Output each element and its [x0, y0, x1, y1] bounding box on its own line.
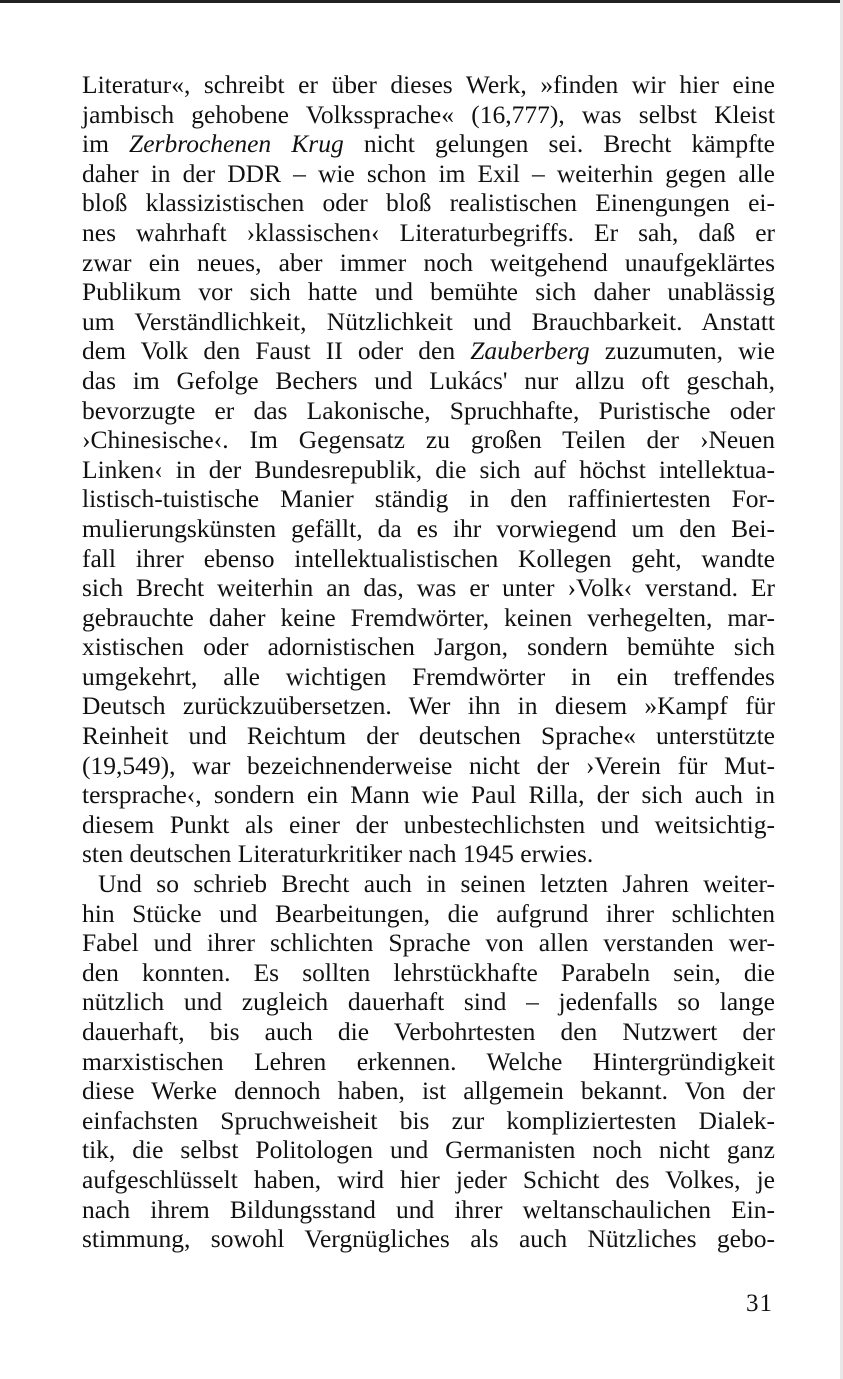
text-line: umgekehrt, alle wichtigen Fremdwörter in ein treffendes — [82, 661, 775, 691]
text-line: nützlich und zugleich dauerhaft sind – jedenfalls so lange — [82, 987, 775, 1017]
text-line: Deutsch zurückzuübersetzen. Wer ihn in diesem »Kampf für — [82, 691, 775, 721]
text-line: jambisch gehobene Volkssprache« (16,777), was selbst Kleist — [82, 99, 775, 129]
paragraph-2 — [82, 869, 775, 1254]
text-line: Und so schrieb Brecht auch in seinen letzten Jahren weiter- — [98, 869, 775, 899]
italic-title: Zauberberg — [470, 336, 590, 366]
text-line: fall ihrer ebenso intellektualistischen Kollegen geht, wandte — [82, 543, 775, 573]
page-number: 31 — [746, 1290, 773, 1317]
text-line: hin Stücke und Bearbeitungen, die aufgrund ihrer schlichten — [82, 898, 775, 928]
text-line: sich Brecht weiterhin an das, was er unter ›Volk‹ verstand. Er — [82, 573, 775, 603]
text-line: zwar ein neues, aber immer noch weitgehend unaufgeklärtes — [82, 247, 775, 277]
text-line: diesem Punkt als einer der unbestechlichsten und weitsichtig- — [82, 809, 775, 839]
text-line: dem Volk den Faust II oder den Zauberberg zuzumuten, wie — [82, 336, 775, 366]
text-line: nes wahrhaft ›klassischen‹ Literaturbegriffs. Er sah, daß er — [82, 217, 775, 247]
text-line: im Zerbrochenen Krug nicht gelungen sei. Brecht kämpfte — [82, 129, 775, 159]
text-line: den konnten. Es sollten lehrstückhafte Parabeln sein, die — [82, 957, 775, 987]
text-line: sten deutschen Literaturkritiker nach 1945 erwies. — [82, 839, 594, 869]
text-line: Reinheit und Reichtum der deutschen Sprache« unterstützte — [82, 721, 775, 751]
text-line: diese Werke dennoch haben, ist allgemein bekannt. Von der — [82, 1076, 775, 1106]
text-line: xistischen oder adornistischen Jargon, sondern bemühte sich — [82, 632, 775, 662]
text-line: aufgeschlüsselt haben, wird hier jeder Schicht des Volkes, je — [82, 1164, 775, 1194]
text-line: bloß klassizistischen oder bloß realistischen Einengungen ei- — [82, 188, 775, 218]
text-line: listisch-tuistische Manier ständig in den raffiniertesten For- — [82, 484, 775, 514]
italic-title: Zerbrochenen Krug — [129, 129, 344, 159]
book-page-body — [82, 70, 775, 1254]
text-line: (19,549), war bezeichnenderweise nicht der ›Verein für Mut- — [82, 750, 775, 780]
text-line: dauerhaft, bis auch die Verbohrtesten den Nutzwert der — [82, 1017, 775, 1046]
text-line: einfachsten Spruchweisheit bis zur kompliziertesten Dialek- — [82, 1105, 775, 1135]
text-line: um Verständlichkeit, Nützlichkeit und Brauchbarkeit. Anstatt — [82, 306, 775, 336]
text-line: Fabel und ihrer schlichten Sprache von allen verstanden wer- — [82, 928, 775, 958]
text-line: stimmung, sowohl Vergnügliches als auch Nützliches gebo- — [82, 1224, 775, 1254]
text-line: tik, die selbst Politologen und Germanisten noch nicht ganz — [82, 1135, 775, 1165]
text-line: gebrauchte daher keine Fremdwörter, keinen verhegelten, mar- — [82, 602, 775, 632]
text-line: nach ihrem Bildungsstand und ihrer weltanschaulichen Ein- — [82, 1194, 775, 1224]
text-line: ›Chinesische‹. Im Gegensatz zu großen Teilen der ›Neuen — [82, 425, 775, 455]
top-scan-edge — [0, 0, 843, 3]
text-line: marxistischen Lehren erkennen. Welche Hintergründigkeit — [82, 1046, 775, 1076]
text-line: Publikum vor sich hatte und bemühte sich daher unablässig — [82, 277, 775, 307]
text-line: tersprache‹, sondern ein Mann wie Paul Rilla, der sich auch in — [82, 780, 775, 810]
text-line: daher in der DDR – wie schon im Exil – weiterhin gegen alle — [82, 158, 775, 188]
text-line: mulierungskünsten gefällt, da es ihr vorwiegend um den Bei- — [82, 513, 775, 543]
text-line: bevorzugte er das Lakonische, Spruchhafte, Puristische oder — [82, 395, 775, 425]
text-line: das im Gefolge Bechers und Lukács' nur allzu oft geschah, — [82, 365, 775, 395]
paragraph-1 — [82, 70, 775, 869]
text-line: Literatur«, schreibt er über dieses Werk, »finden wir hier eine — [82, 70, 775, 99]
text-line: Linken‹ in der Bundesrepublik, die sich auf höchst intellektua- — [82, 454, 775, 484]
